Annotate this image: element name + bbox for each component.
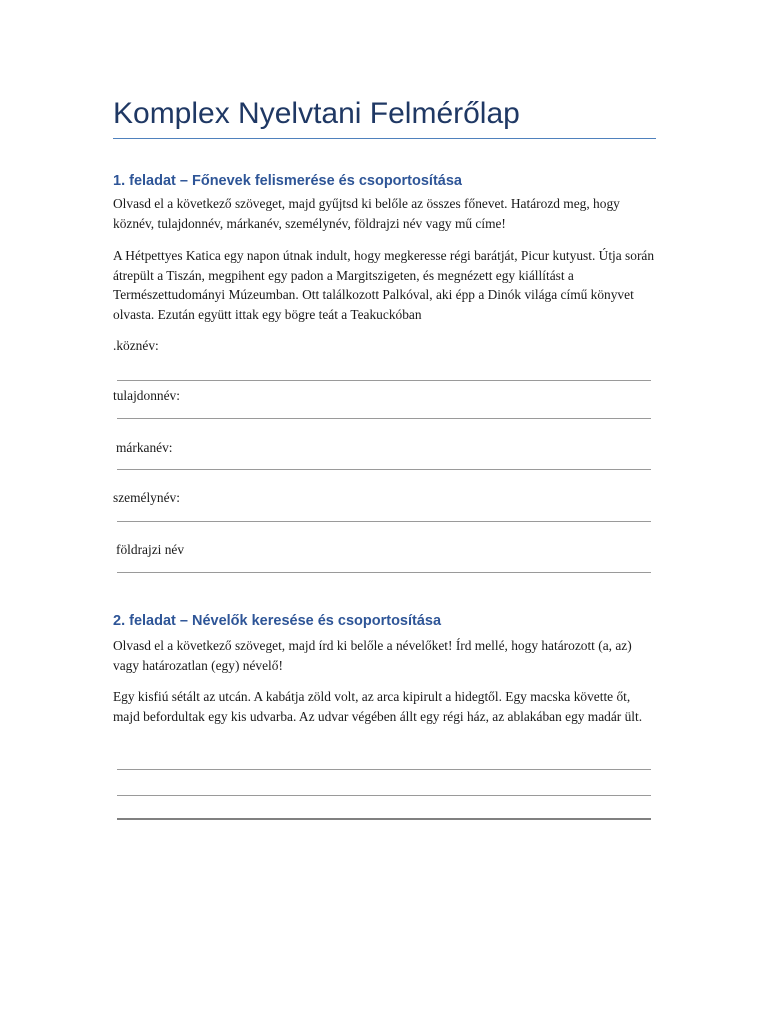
field-label-markanev: márkanév: bbox=[116, 440, 173, 455]
page-title: Komplex Nyelvtani Felmérőlap bbox=[113, 94, 656, 139]
answer-line-szemelynev[interactable] bbox=[117, 521, 651, 522]
answer-line-2[interactable] bbox=[117, 795, 651, 796]
answer-line-1[interactable] bbox=[117, 769, 651, 770]
task2-text: Egy kisfiú sétált az utcán. A kabátja zöld volt, az arca kipirult a hidegtől. Egy macska követte őt, majd befordultak egy kis udvarba. Az udvar végében állt egy régi ház, az ablakában egy madár ült. bbox=[113, 689, 643, 724]
field-label-foldrajzi-nev: földrajzi név bbox=[116, 542, 185, 557]
answer-line-3[interactable] bbox=[117, 818, 651, 820]
answer-line-markanev[interactable] bbox=[117, 469, 651, 470]
answer-line-tulajdonnev[interactable] bbox=[117, 418, 651, 419]
field-label-szemelynev: személynév: bbox=[113, 490, 180, 505]
answer-line-foldrajzi-nev[interactable] bbox=[117, 572, 651, 573]
field-label-tulajdonnev: tulajdonnév: bbox=[113, 388, 180, 403]
answer-line-koznev[interactable] bbox=[117, 380, 651, 381]
task2-heading: 2. feladat – Névelők keresése és csoportosítása bbox=[113, 613, 442, 629]
task1-instruction: Olvasd el a következő szöveget, majd gyűjtsd ki belőle az összes főnevet. Határozd meg, hogy köznév, tulajdonnév, márkanév, személynév, földrajzi név vagy mű címe! bbox=[113, 196, 620, 231]
task2-instruction: Olvasd el a következő szöveget, majd írd ki belőle a névelőket! Írd mellé, hogy határozott (a, az) vagy határozatlan (egy) névelő! bbox=[113, 638, 632, 673]
task1-text: A Hétpettyes Katica egy napon útnak indult, hogy megkeresse régi barátját, Picur kutyust. Útja során átrepült a Tiszán, megpihent egy padon a Margitszigeten, és megnézett egy kiállítást a Természettudományi Múzeumban. Ott találkozott Palkóval, aki épp a Dinók világa című könyvet olvasta. Ezután együtt ittak egy bögre teát a Teakuckóban bbox=[113, 248, 655, 322]
task1-heading: 1. feladat – Főnevek felismerése és csoportosítása bbox=[113, 173, 462, 189]
field-label-koznev: .köznév: bbox=[113, 338, 159, 353]
